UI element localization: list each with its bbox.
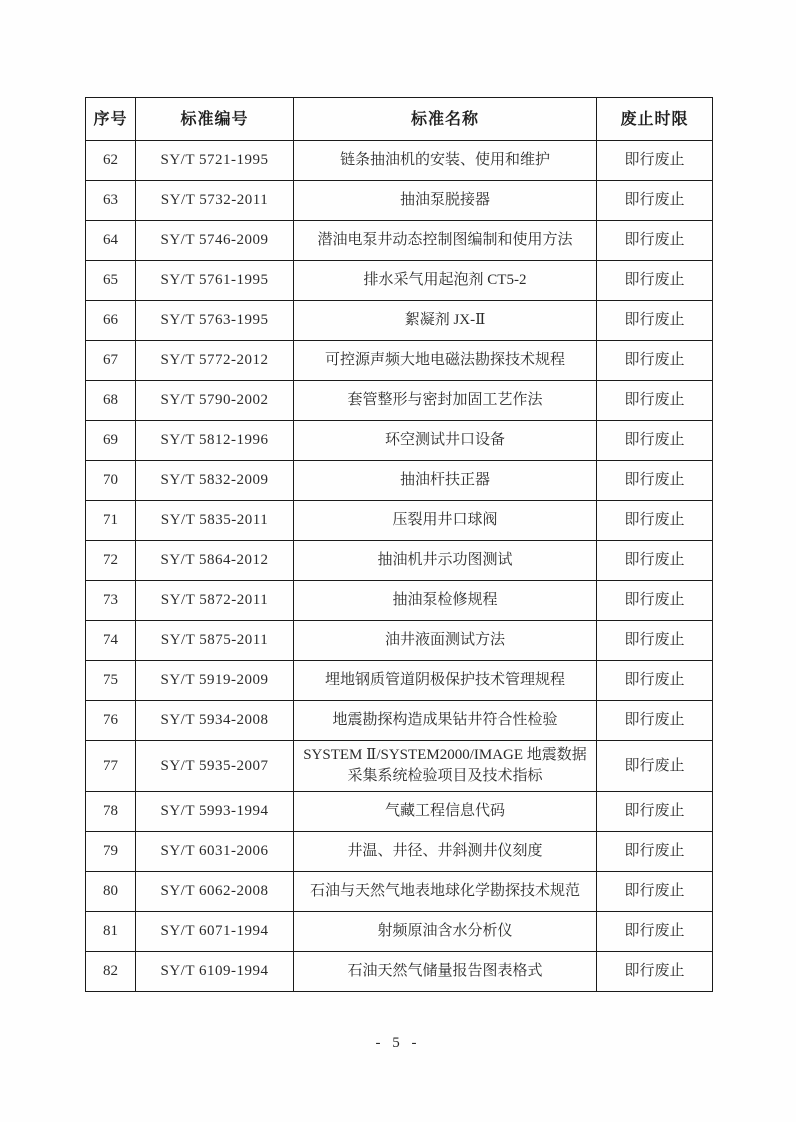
cell-serial-number: 63 [86,181,136,221]
cell-standard-code: SY/T 5875-2011 [136,621,294,661]
cell-standard-name: 环空测试井口设备 [294,421,597,461]
cell-standard-code: SY/T 5872-2011 [136,581,294,621]
cell-standard-code: SY/T 5935-2007 [136,741,294,792]
cell-abolition-deadline: 即行废止 [597,501,713,541]
cell-abolition-deadline: 即行废止 [597,952,713,992]
table-row [86,832,713,872]
cell-standard-name: 抽油杆扶正器 [294,461,597,501]
table-row [86,872,713,912]
cell-abolition-deadline: 即行废止 [597,912,713,952]
table-row [86,621,713,661]
cell-serial-number: 65 [86,261,136,301]
cell-abolition-deadline: 即行废止 [597,341,713,381]
table-header [86,98,713,141]
cell-serial-number: 82 [86,952,136,992]
cell-standard-name: 絮凝剂 JX-Ⅱ [294,301,597,341]
table-row [86,341,713,381]
cell-serial-number: 64 [86,221,136,261]
cell-serial-number: 62 [86,141,136,181]
cell-standard-code: SY/T 6062-2008 [136,872,294,912]
table-row [86,541,713,581]
cell-abolition-deadline: 即行废止 [597,461,713,501]
cell-standard-name: 地震勘探构造成果钻井符合性检验 [294,701,597,741]
cell-standard-name: 井温、井径、井斜测井仪刻度 [294,832,597,872]
cell-standard-code: SY/T 5993-1994 [136,792,294,832]
table-row [86,741,713,792]
cell-serial-number: 81 [86,912,136,952]
cell-standard-name: 抽油泵检修规程 [294,581,597,621]
table-row [86,261,713,301]
cell-serial-number: 76 [86,701,136,741]
cell-standard-code: SY/T 5934-2008 [136,701,294,741]
cell-standard-code: SY/T 5746-2009 [136,221,294,261]
cell-abolition-deadline: 即行废止 [597,701,713,741]
table-body [86,141,713,992]
header-row [86,98,713,141]
table-row [86,952,713,992]
cell-abolition-deadline: 即行废止 [597,832,713,872]
table-row [86,581,713,621]
column-header-standard-code: 标准编号 [136,98,294,141]
cell-standard-name: 潜油电泵井动态控制图编制和使用方法 [294,221,597,261]
cell-standard-code: SY/T 6031-2006 [136,832,294,872]
cell-standard-code: SY/T 5919-2009 [136,661,294,701]
cell-standard-name: 压裂用井口球阀 [294,501,597,541]
cell-abolition-deadline: 即行废止 [597,872,713,912]
cell-abolition-deadline: 即行废止 [597,381,713,421]
cell-serial-number: 69 [86,421,136,461]
cell-standard-name: 埋地钢质管道阴极保护技术管理规程 [294,661,597,701]
cell-abolition-deadline: 即行废止 [597,261,713,301]
cell-standard-name: 抽油机井示功图测试 [294,541,597,581]
column-header-standard-name: 标准名称 [294,98,597,141]
cell-serial-number: 77 [86,741,136,792]
cell-serial-number: 68 [86,381,136,421]
table-row [86,421,713,461]
cell-abolition-deadline: 即行废止 [597,301,713,341]
cell-standard-name: 射频原油含水分析仪 [294,912,597,952]
page-number: - 5 - [375,1035,421,1051]
cell-standard-name: 抽油泵脱接器 [294,181,597,221]
cell-serial-number: 70 [86,461,136,501]
cell-serial-number: 67 [86,341,136,381]
table-row [86,912,713,952]
cell-standard-code: SY/T 5835-2011 [136,501,294,541]
cell-serial-number: 71 [86,501,136,541]
table-row [86,141,713,181]
table-row [86,501,713,541]
cell-standard-name: 可控源声频大地电磁法勘探技术规程 [294,341,597,381]
cell-abolition-deadline: 即行废止 [597,581,713,621]
cell-standard-code: SY/T 6109-1994 [136,952,294,992]
cell-standard-name: 石油天然气储量报告图表格式 [294,952,597,992]
cell-standard-code: SY/T 5761-1995 [136,261,294,301]
table-row [86,181,713,221]
cell-standard-name: 链条抽油机的安装、使用和维护 [294,141,597,181]
cell-serial-number: 66 [86,301,136,341]
cell-standard-code: SY/T 5832-2009 [136,461,294,501]
cell-abolition-deadline: 即行废止 [597,621,713,661]
cell-abolition-deadline: 即行废止 [597,181,713,221]
cell-standard-name: 套管整形与密封加固工艺作法 [294,381,597,421]
cell-serial-number: 73 [86,581,136,621]
cell-serial-number: 72 [86,541,136,581]
cell-standard-name: 油井液面测试方法 [294,621,597,661]
cell-serial-number: 79 [86,832,136,872]
column-header-serial: 序号 [86,98,136,141]
cell-abolition-deadline: 即行废止 [597,741,713,792]
cell-serial-number: 80 [86,872,136,912]
table-row [86,661,713,701]
table-row [86,381,713,421]
table-row [86,461,713,501]
cell-standard-name: 排水采气用起泡剂 CT5-2 [294,261,597,301]
cell-standard-name: 石油与天然气地表地球化学勘探技术规范 [294,872,597,912]
table-row [86,792,713,832]
table-row [86,701,713,741]
cell-serial-number: 78 [86,792,136,832]
cell-standard-code: SY/T 5864-2012 [136,541,294,581]
cell-abolition-deadline: 即行废止 [597,141,713,181]
cell-standard-name: SYSTEM Ⅱ/SYSTEM2000/IMAGE 地震数据采集系统检验项目及技术指标 [294,741,597,792]
cell-abolition-deadline: 即行废止 [597,661,713,701]
cell-standard-code: SY/T 5763-1995 [136,301,294,341]
cell-abolition-deadline: 即行废止 [597,221,713,261]
cell-standard-code: SY/T 5772-2012 [136,341,294,381]
cell-abolition-deadline: 即行废止 [597,541,713,581]
abolished-standards-table [85,97,713,992]
table-row [86,301,713,341]
cell-standard-name: 气藏工程信息代码 [294,792,597,832]
cell-standard-code: SY/T 5790-2002 [136,381,294,421]
cell-standard-code: SY/T 6071-1994 [136,912,294,952]
cell-abolition-deadline: 即行废止 [597,792,713,832]
cell-serial-number: 75 [86,661,136,701]
cell-abolition-deadline: 即行废止 [597,421,713,461]
cell-standard-code: SY/T 5732-2011 [136,181,294,221]
cell-standard-code: SY/T 5721-1995 [136,141,294,181]
cell-serial-number: 74 [86,621,136,661]
column-header-abolition-deadline: 废止时限 [597,98,713,141]
cell-standard-code: SY/T 5812-1996 [136,421,294,461]
table-row [86,221,713,261]
